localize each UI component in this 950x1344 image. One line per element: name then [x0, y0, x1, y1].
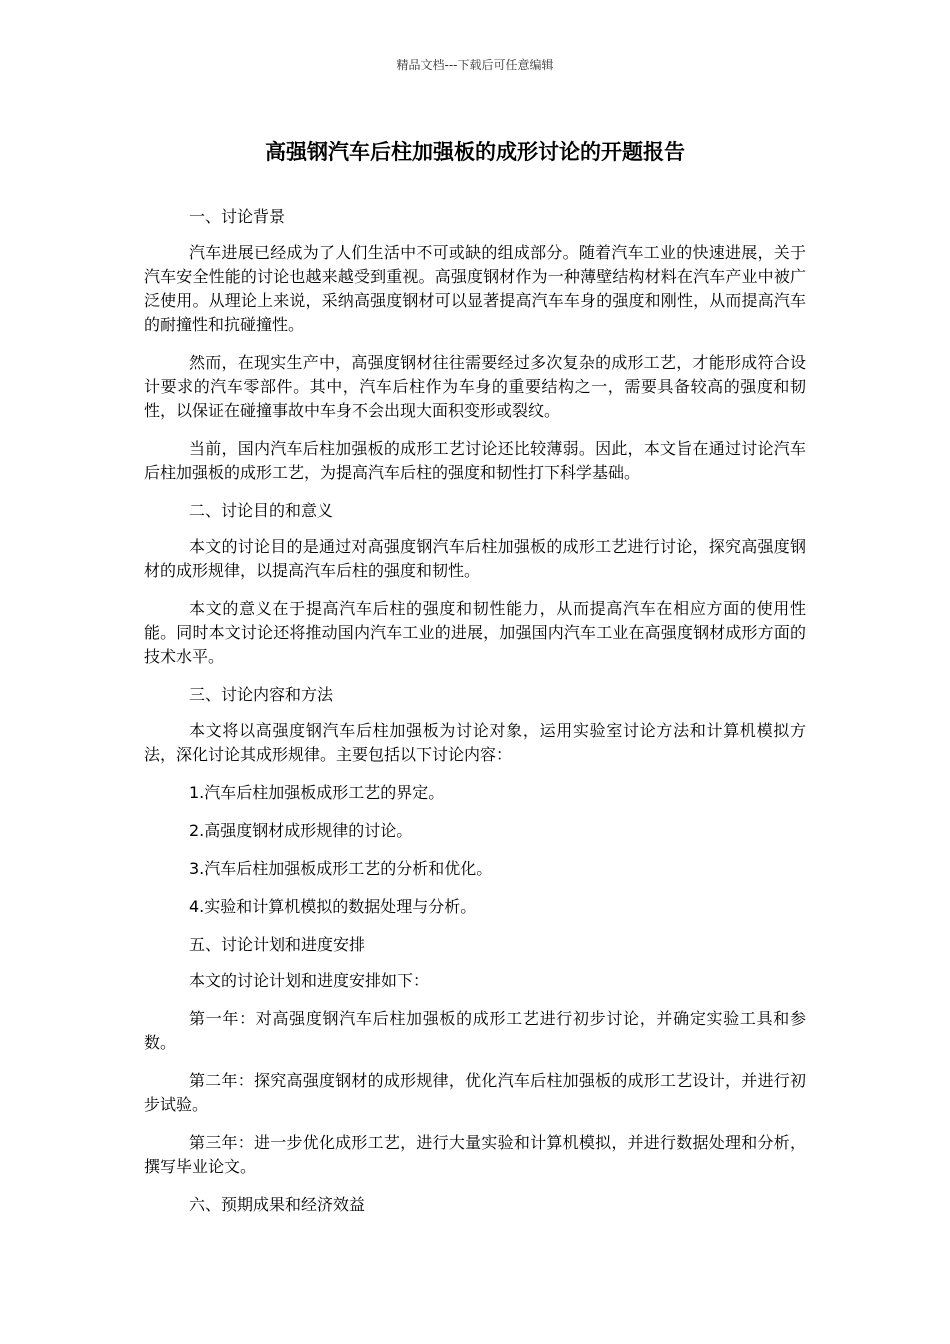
list-item: 3.汽车后柱加强板成形工艺的分析和优化。 — [189, 859, 493, 878]
paragraph: 当前，国内汽车后柱加强板的成形工艺讨论还比较薄弱。因此，本文旨在通过讨论汽车后柱加强板的成形工艺，为提高汽车后柱的强度和韧性打下科学基础。 — [144, 439, 806, 482]
document-title: 高强钢汽车后柱加强板的成形讨论的开题报告 — [265, 140, 685, 164]
plan-item-year-1: 第一年：对高强度钢汽车后柱加强板的成形工艺进行初步讨论，并确定实验工具和参数。 — [144, 1009, 806, 1052]
paragraph: 然而，在现实生产中，高强度钢材往往需要经过多次复杂的成形工艺，才能形成符合设计要求的汽车零部件。其中，汽车后柱作为车身的重要结构之一，需要具备较高的强度和韧性，以保证在碰撞事故中车身不会出现大面积变形或裂纹。 — [144, 353, 806, 420]
header-note: 精品文档---下载后可任意编辑 — [396, 58, 554, 72]
section-heading-background: 一、讨论背景 — [189, 207, 286, 226]
document-body — [144, 205, 806, 1229]
paragraph: 本文的讨论计划和进度安排如下： — [189, 971, 430, 990]
plan-item-year-2: 第二年：探究高强度钢材的成形规律，优化汽车后柱加强板的成形工艺设计，并进行初步试验。 — [144, 1071, 806, 1114]
list-item: 1.汽车后柱加强板成形工艺的界定。 — [189, 783, 445, 802]
section-heading-expected-results: 六、预期成果和经济效益 — [189, 1195, 366, 1214]
section-heading-purpose: 二、讨论目的和意义 — [189, 501, 334, 520]
plan-item-year-3: 第三年：进一步优化成形工艺，进行大量实验和计算机模拟，并进行数据处理和分析，撰写毕业论文。 — [144, 1133, 806, 1176]
list-item: 2.高强度钢材成形规律的讨论。 — [189, 821, 413, 840]
section-heading-content-method: 三、讨论内容和方法 — [189, 685, 334, 704]
paragraph: 本文将以高强度钢汽车后柱加强板为讨论对象，运用实验室讨论方法和计算机模拟方法，深化讨论其成形规律。主要包括以下讨论内容： — [144, 721, 806, 764]
paragraph: 本文的讨论目的是通过对高强度钢汽车后柱加强板的成形工艺进行讨论，探究高强度钢材的成形规律，以提高汽车后柱的强度和韧性。 — [144, 537, 806, 580]
paragraph: 汽车进展已经成为了人们生活中不可或缺的组成部分。随着汽车工业的快速进展，关于汽车安全性能的讨论也越来越受到重视。高强度钢材作为一种薄壁结构材料在汽车产业中被广泛使用。从理论上来说，采纳高强度钢材可以显著提高汽车车身的强度和刚性，从而提高汽车的耐撞性和抗碰撞性。 — [144, 243, 806, 334]
paragraph: 本文的意义在于提高汽车后柱的强度和韧性能力，从而提高汽车在相应方面的使用性能。同时本文讨论还将推动国内汽车工业的进展，加强国内汽车工业在高强度钢材成形方面的技术水平。 — [144, 599, 806, 666]
list-item: 4.实验和计算机模拟的数据处理与分析。 — [189, 897, 477, 916]
section-heading-plan: 五、讨论计划和进度安排 — [189, 935, 366, 954]
